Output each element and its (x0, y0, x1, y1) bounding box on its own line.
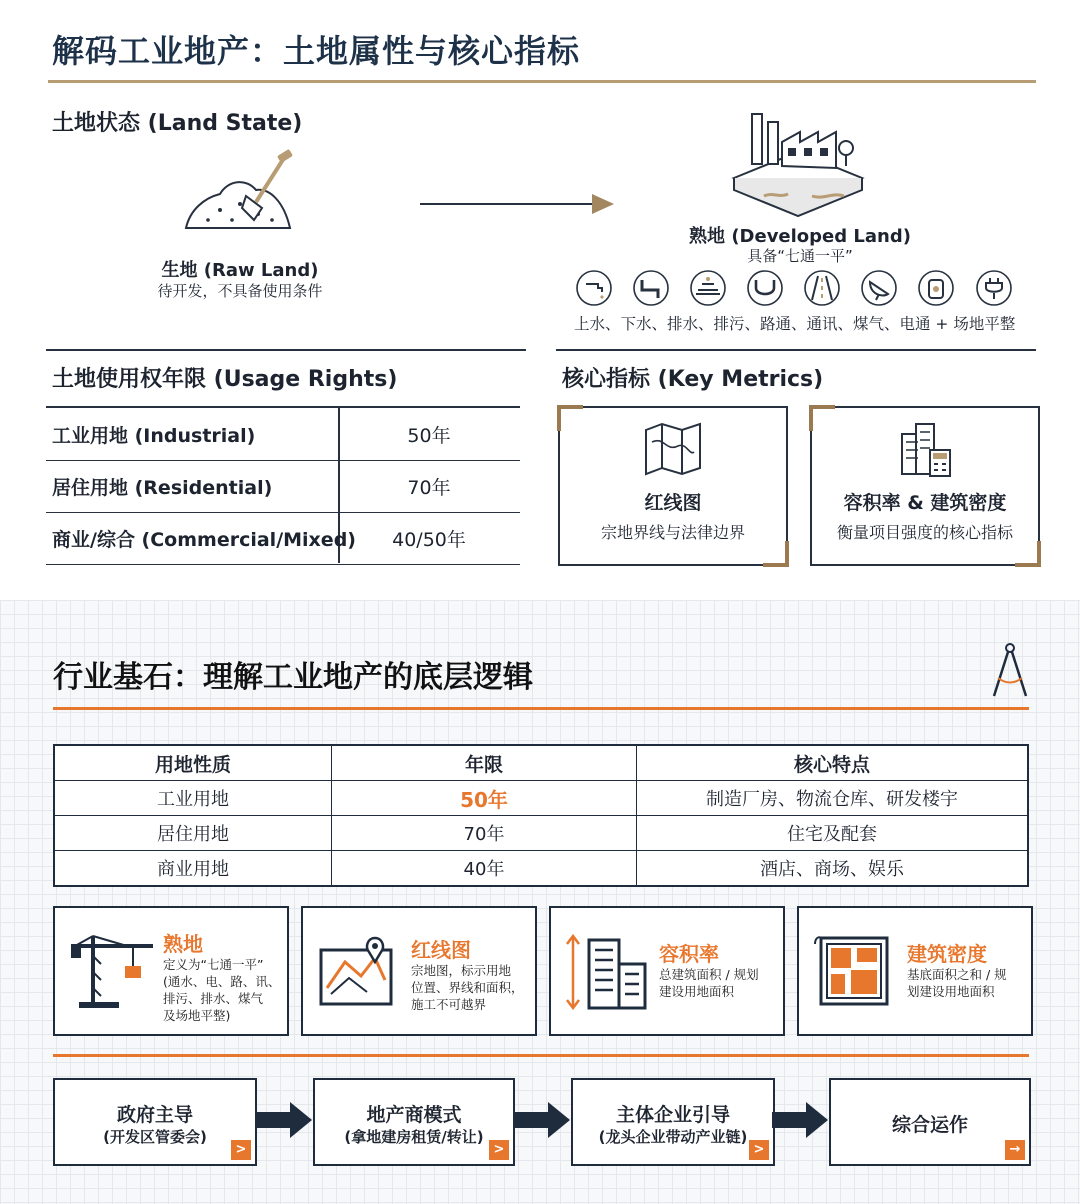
table-cell: 商业用地 (54, 851, 332, 887)
feature-card-density (797, 906, 1033, 1036)
key-metrics-heading: 核心指标 (Key Metrics) (562, 367, 824, 392)
table-cell: 住宅及配套 (637, 816, 1029, 851)
arrow-right-icon: → (1005, 1140, 1025, 1160)
utility-icons-row (574, 268, 1036, 308)
metrics-divider-top (556, 349, 1036, 351)
section-title: 行业基石：理解工业地产的底层逻辑 (53, 660, 533, 695)
feature-card-developed (53, 906, 289, 1036)
developed-land-desc: 具备“七通一平” (747, 247, 853, 265)
flow-step-title: 主体企业引导 (615, 1104, 730, 1126)
flow-arrow-icon (514, 1102, 570, 1138)
chevron-right-icon: > (231, 1140, 251, 1160)
feature-desc-line: 施工不可越界 (411, 997, 487, 1012)
water-tap-icon (577, 271, 611, 305)
chevron-right-icon: > (489, 1140, 509, 1160)
metric-desc: 衡量项目强度的核心指标 (836, 523, 1013, 542)
feature-desc-line: 宗地图，标示用地 (411, 963, 512, 978)
table-cell: 70年 (332, 816, 637, 851)
usage-row-label: 居住用地 (Residential) (52, 477, 273, 499)
map-pin-icon (319, 934, 395, 1008)
table-cell: 工业用地 (54, 781, 332, 816)
feature-desc-line: 位置、界线和面积， (411, 980, 524, 995)
factory-site-icon (728, 108, 868, 218)
gas-tank-icon (919, 271, 953, 305)
table-row (54, 851, 1028, 887)
table-cell: 40年 (332, 851, 637, 887)
feature-title: 熟地 (163, 932, 203, 956)
feature-desc (163, 956, 280, 1024)
flow-step-integrated (829, 1078, 1031, 1166)
feature-card-far (549, 906, 785, 1036)
sewage-pipe-icon (748, 271, 782, 305)
utilities-caption: 上水、下水、排水、排污、路通、通讯、煤气、电通 + 场地平整 (574, 315, 1016, 333)
usage-row-label: 商业/综合 (Commercial/Mixed) (52, 529, 356, 551)
flow-step-developer (313, 1078, 515, 1166)
section-divider (53, 707, 1029, 710)
usage-row-commercial (46, 512, 520, 565)
feature-desc-line: 划建设用地面积 (907, 984, 995, 999)
table-header: 核心特点 (637, 745, 1029, 781)
feature-desc-line: 排污、排水、煤气 (163, 991, 264, 1006)
feature-desc-line: 总建筑面积 / 规划 (659, 967, 759, 982)
flow-step-title: 政府主导 (116, 1104, 193, 1126)
map-icon (644, 422, 702, 476)
feature-desc (411, 962, 524, 1013)
flow-arrow-icon (772, 1102, 828, 1138)
table-cell: 酒店、商场、娱乐 (637, 851, 1029, 887)
developed-land-title: 熟地 (Developed Land) (689, 226, 911, 247)
feature-title: 建筑密度 (907, 942, 987, 966)
feature-desc (659, 966, 759, 1000)
transition-arrow-icon (420, 192, 616, 216)
flow-step-sub: (龙头企业带动产业链) (598, 1128, 748, 1146)
metric-title: 容积率 & 建筑密度 (843, 492, 1007, 514)
feature-title: 红线图 (411, 938, 471, 962)
feature-desc-line: 基底面积之和 / 规 (907, 967, 1007, 982)
metric-card-far (810, 406, 1040, 566)
soil-shovel-icon (180, 150, 300, 240)
chevron-right-icon: > (749, 1140, 769, 1160)
feature-desc-line: (通水、电、路、讯、 (163, 974, 281, 989)
raw-land-title: 生地 (Raw Land) (161, 260, 319, 281)
feature-desc-line: 建设用地面积 (659, 984, 735, 999)
usage-rights-heading: 土地使用权年限 (Usage Rights) (52, 367, 398, 392)
flow-step-sub: (开发区管委会) (103, 1128, 207, 1146)
feature-title: 容积率 (659, 942, 719, 966)
usage-row-value: 70年 (407, 477, 451, 499)
compass-icon (990, 642, 1030, 700)
usage-row-value: 50年 (407, 425, 451, 447)
flow-step-title: 地产商模式 (366, 1104, 462, 1126)
road-icon (805, 271, 839, 305)
usage-row-residential (46, 460, 520, 513)
feature-card-redline (301, 906, 537, 1036)
drainage-icon (691, 271, 725, 305)
metric-desc: 宗地界线与法律边界 (600, 523, 745, 542)
metric-card-redline (558, 406, 788, 566)
usage-divider-top (46, 349, 526, 351)
metric-title: 红线图 (644, 492, 702, 514)
table-header: 年限 (332, 745, 637, 781)
feature-desc-line: 及场地平整) (163, 1008, 231, 1023)
table-cell-highlight: 50年 (332, 781, 637, 816)
table-row (54, 816, 1028, 851)
usage-row-industrial (46, 408, 520, 461)
usage-row-label: 工业用地 (Industrial) (52, 425, 256, 447)
flow-step-title: 综合运作 (891, 1114, 968, 1136)
table-row (54, 781, 1028, 816)
power-plug-icon (977, 271, 1011, 305)
feature-desc (907, 966, 1007, 1000)
land-table (53, 744, 1029, 887)
feature-desc-line: 定义为“七通一平” (163, 957, 264, 972)
table-cell: 制造厂房、物流仓库、研发楼宇 (637, 781, 1029, 816)
flow-step-sub: (拿地建房租赁/转让) (344, 1128, 484, 1146)
page-title: 解码工业地产：土地属性与核心指标 (52, 32, 581, 70)
drain-pipe-icon (634, 271, 668, 305)
table-header-row (54, 745, 1028, 781)
building-height-icon (563, 934, 655, 1010)
title-divider (48, 80, 1036, 83)
table-cell: 居住用地 (54, 816, 332, 851)
raw-land-desc: 待开发，不具备使用条件 (157, 282, 323, 300)
flow-step-enterprise (571, 1078, 775, 1166)
flow-arrow-icon (256, 1102, 312, 1138)
satellite-dish-icon (862, 271, 896, 305)
floor-plan-icon (813, 934, 893, 1008)
table-header: 用地性质 (54, 745, 332, 781)
flow-divider (53, 1054, 1029, 1057)
land-state-heading: 土地状态 (Land State) (52, 111, 303, 136)
flow-step-government (53, 1078, 257, 1166)
buildings-calculator-icon (898, 422, 954, 478)
crane-icon (67, 932, 157, 1008)
usage-row-value: 40/50年 (392, 529, 466, 551)
